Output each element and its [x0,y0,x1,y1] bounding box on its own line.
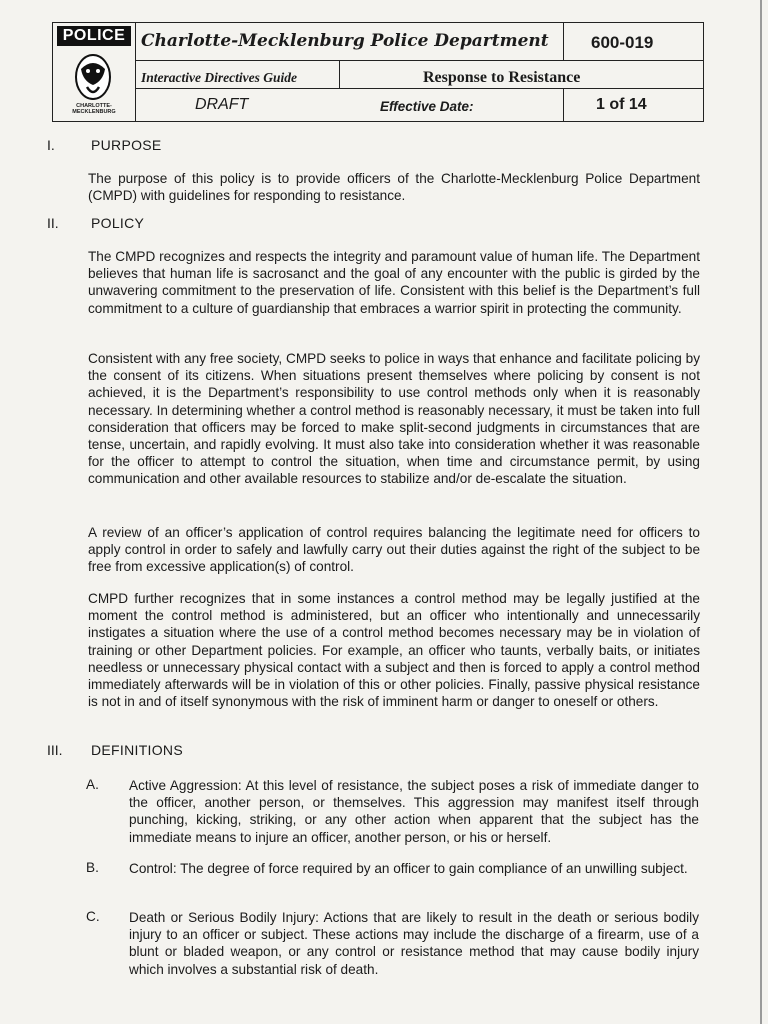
header-divider [563,23,564,60]
department-name: Charlotte-Mecklenburg Police Department [141,31,549,51]
header-divider [339,60,340,88]
draft-label: DRAFT [195,96,249,113]
section-title-policy: POLICY [91,215,145,231]
logo-cell [53,23,136,121]
document-header [52,22,704,122]
purpose-paragraph: The purpose of this policy is to provide officers of the Charlotte-Mecklenburg Police Department (CMPD) with guidelines for responding to resistance. [88,171,700,204]
police-badge: POLICE [57,26,131,46]
section-title-purpose: PURPOSE [91,137,162,153]
section-title-definitions: DEFINITIONS [91,742,183,758]
header-divider [135,60,703,61]
section-number: I. [47,137,55,153]
definition-letter: C. [86,909,100,924]
logo-caption: CHARLOTTE-MECKLENBURG [72,103,116,115]
section-number: III. [47,742,63,758]
definition-active-aggression: Active Aggression: At this level of resistance, the subject poses a risk of immediate danger to the officer, another person, or themselves. This aggression may manifest itself through punching, kicking, striking, or any other action when apparent that the subject has the immediate means to injure an officer, another person, or his or herself. [129,778,699,845]
page-count: 1 of 14 [596,96,647,113]
header-divider [563,88,564,121]
directive-subject: Response to Resistance [423,69,581,86]
page-edge [760,0,762,1024]
definition-control: Control: The degree of force required by an officer to gain compliance of an unwilling subject. [129,861,688,876]
policy-paragraph: CMPD further recognizes that in some instances a control method may be legally justified at the moment the control method is administered, but an officer who intentionally and unnecessarily instigates a situation where the use of a control method becomes necessary may be in violation of training or other Department policies. For example, an officer who taunts, verbally baits, or initiates needless or unnecessary physical contact with a subject and then is forced to apply a control method immediately afterwards will be in violation of this or other policies. Finally, passive physical resistance is not in and of itself synonymous with the risk of imminent harm or danger to oneself or others. [88,591,700,710]
section-number: II. [47,215,59,231]
definition-letter: B. [86,860,99,875]
guide-title: Interactive Directives Guide [141,70,297,85]
header-divider [135,88,703,89]
policy-paragraph: The CMPD recognizes and respects the integrity and paramount value of human life. The Department believes that human life is sacrosanct and the goal of any encounter with the public is girded by the unwavering commitment to the preservation of life. Consistent with this belief is the Department’s full commitment to a culture of guardianship that embraces a warrior spirit in protecting the community. [88,249,700,316]
definition-death-serious-injury: Death or Serious Bodily Injury: Actions that are likely to result in the death or serious bodily injury to an officer or subject. These actions may include the discharge of a firearm, use of a blunt or bladed weapon, or any control or resistance method that may cause bodily injury which involves a substantial risk of death. [129,910,699,977]
effective-date-label: Effective Date: [380,99,474,114]
policy-paragraph: Consistent with any free society, CMPD seeks to police in ways that enhance and facilitate policing by the consent of its citizens. When situations present themselves where policing by consent is not achieved, it is the Department’s responsibility to use control methods only when it is reasonably necessary. In determining whether a control method is reasonably necessary, it must be taken into full consideration that officers may be forced to make split-second judgments in circumstances that are tense, uncertain, and rapidly evolving. It must also take into consideration whether it was reasonable for the officer to attempt to control the situation, when time and circumstance permit, by using communication and other available resources to stabilize and/or de-escalate the situation. [88,351,700,487]
hornet-logo-icon [73,51,113,103]
directive-number: 600-019 [591,33,654,52]
policy-paragraph: A review of an officer’s application of control requires balancing the legitimate need for officers to apply control in order to safely and lawfully carry out their duties against the right of the subject to be free from excessive application(s) of control. [88,525,700,575]
definition-letter: A. [86,777,99,792]
